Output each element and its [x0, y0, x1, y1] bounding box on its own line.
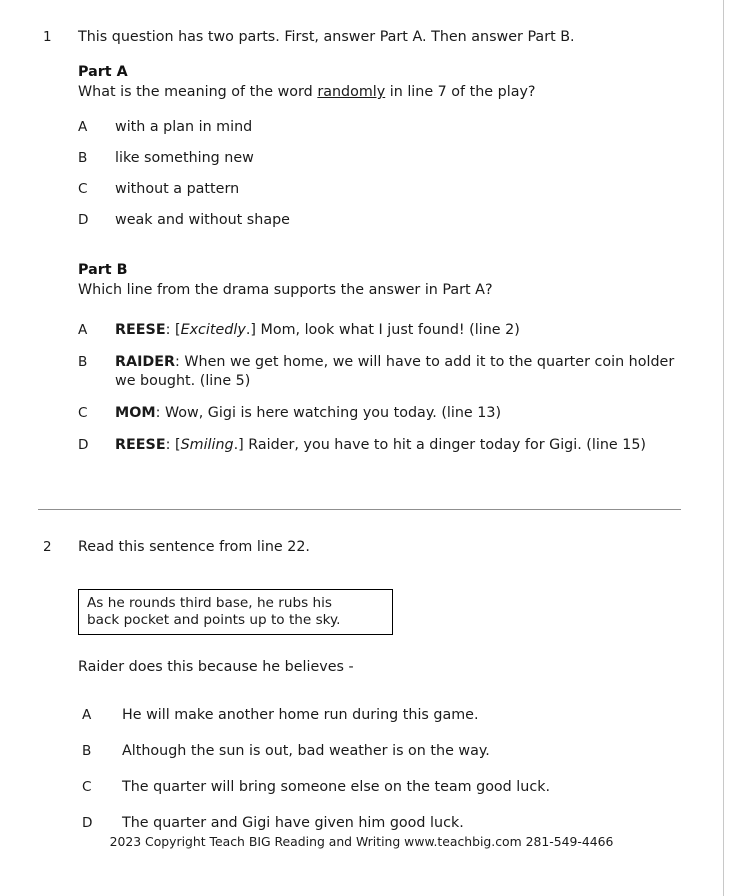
question-2-body	[78, 538, 723, 557]
option-text: like something new	[115, 150, 254, 166]
option-text	[115, 436, 681, 455]
option-row[interactable]	[82, 814, 680, 833]
option-row[interactable]	[78, 149, 681, 168]
option-letter: B	[78, 150, 88, 166]
option-letter: C	[78, 181, 88, 197]
part-a-prompt-after: in line 7 of the play?	[385, 84, 536, 100]
option-letter: B	[78, 354, 88, 370]
question-2	[0, 538, 723, 557]
option-speaker: REESE	[115, 437, 166, 453]
option-row[interactable]	[78, 404, 681, 423]
question-1-body	[78, 28, 723, 455]
part-a-prompt	[78, 82, 681, 102]
option-row[interactable]	[78, 353, 681, 391]
option-speaker: REESE	[115, 322, 166, 338]
option-letter: A	[78, 119, 88, 135]
question-1-stem: This question has two parts. First, answer Part A. Then answer Part B.	[78, 29, 575, 45]
question-1	[0, 28, 723, 455]
option-speaker: MOM	[115, 405, 156, 421]
option-stage-open: : [	[165, 437, 181, 453]
question-2-options	[82, 706, 680, 833]
option-letter: A	[78, 322, 88, 338]
option-text: The quarter will bring someone else on the team good luck.	[122, 779, 551, 795]
option-row[interactable]	[78, 118, 681, 137]
option-row[interactable]	[82, 778, 680, 797]
option-line-text: Wow, Gigi is here watching you today. (line 13)	[164, 405, 502, 421]
option-text: with a plan in mind	[115, 119, 253, 135]
page-edge-rule	[723, 0, 724, 896]
part-b-block	[78, 260, 681, 455]
option-stage-open: :	[155, 405, 165, 421]
option-letter: C	[78, 405, 88, 421]
part-b-options	[78, 321, 681, 455]
option-text	[115, 353, 681, 391]
option-stage-direction: Smiling	[180, 437, 234, 453]
quoted-sentence-box	[78, 589, 393, 635]
quote-line-2: back pocket and points up to the sky.	[87, 612, 341, 628]
option-row[interactable]	[82, 742, 680, 761]
part-a-block	[78, 62, 681, 230]
part-a-options	[78, 118, 681, 230]
option-letter: B	[82, 743, 92, 759]
part-b-heading: Part B	[78, 262, 128, 278]
option-letter: D	[82, 815, 93, 831]
option-line-text: Mom, look what I just found! (line 2)	[260, 322, 520, 338]
option-text: without a pattern	[115, 181, 240, 197]
option-line-text: Raider, you have to hit a dinger today for Gigi. (line 15)	[248, 437, 646, 453]
part-a-prompt-term: randomly	[317, 84, 386, 100]
option-text: Although the sun is out, bad weather is on the way.	[122, 743, 490, 759]
option-row[interactable]	[78, 436, 681, 455]
option-letter: C	[82, 779, 92, 795]
quote-line-1: As he rounds third base, he rubs his	[87, 595, 332, 611]
option-stage-open: :	[175, 354, 185, 370]
part-b-prompt: Which line from the drama supports the answer in Part A?	[78, 282, 493, 298]
option-stage-close: .]	[245, 322, 261, 338]
option-row[interactable]	[78, 180, 681, 199]
question-2-number: 2	[43, 539, 52, 555]
option-line-text: When we get home, we will have to add it to the quarter coin holder we bought. (line 5)	[115, 354, 675, 389]
option-text: weak and without shape	[115, 212, 290, 228]
option-text: He will make another home run during this game.	[122, 707, 479, 723]
option-speaker: RAIDER	[115, 354, 176, 370]
question-1-number: 1	[43, 29, 52, 45]
option-row[interactable]	[78, 211, 681, 230]
question-2-stem: Read this sentence from line 22.	[78, 539, 310, 555]
option-text	[115, 321, 681, 340]
part-a-prompt-before: What is the meaning of the word	[78, 84, 318, 100]
question-2-prompt: Raider does this because he believes -	[78, 659, 354, 675]
option-letter: D	[78, 212, 89, 228]
page-footer-copyright: 2023 Copyright Teach BIG Reading and Writing www.teachbig.com 281-549-4466	[109, 834, 614, 849]
option-row[interactable]	[82, 706, 680, 725]
option-stage-close: .]	[233, 437, 249, 453]
question-2-options-anchor	[80, 706, 680, 833]
option-letter: A	[82, 707, 92, 723]
part-a-heading: Part A	[78, 64, 128, 80]
option-stage-open: : [	[165, 322, 181, 338]
option-stage-direction: Excitedly	[180, 322, 246, 338]
option-text	[115, 404, 681, 423]
option-text: The quarter and Gigi have given him good luck.	[122, 815, 464, 831]
option-row[interactable]	[78, 321, 681, 340]
option-letter: D	[78, 437, 89, 453]
section-divider	[38, 509, 681, 510]
